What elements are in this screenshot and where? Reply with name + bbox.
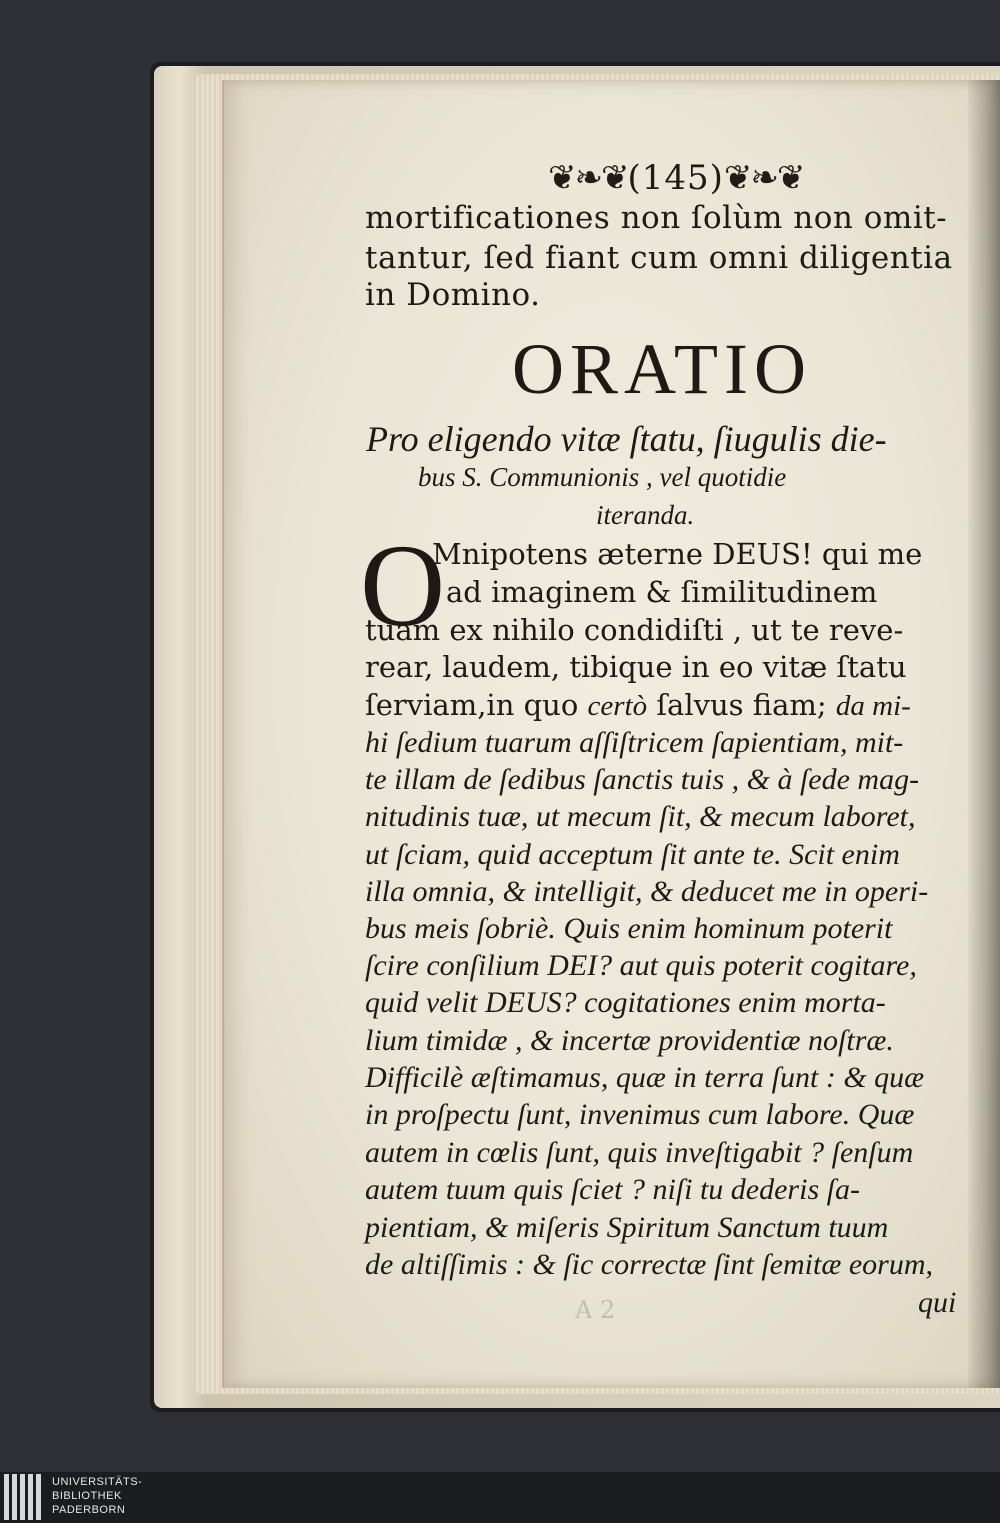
body-line-italic: de altiſſimis : & ſic correctæ ſint ſemitæ eorum, — [365, 1248, 933, 1281]
body-segment: ſalvus fiam; — [647, 688, 836, 722]
carryover-line: in Domino. — [365, 277, 541, 313]
library-logo-icon — [4, 1474, 44, 1520]
page-header — [548, 158, 803, 198]
body-line-italic: illa omnia, & intelligit, & deducet me in operi- — [365, 875, 929, 908]
library-name-line: BIBLIOTHEK — [52, 1490, 122, 1502]
body-segment: ſerviam,in quo — [365, 688, 588, 722]
subtitle-line: iteranda. — [596, 500, 695, 530]
page-number: (145) — [627, 158, 724, 198]
page-gutter — [968, 80, 1000, 1388]
library-name-line: PADERBORN — [52, 1504, 126, 1516]
body-line: ad imaginem & ſimilitudinem — [446, 575, 878, 609]
body-line: rear, laudem, tibique in eo vitæ ſtatu — [365, 650, 907, 684]
body-line-mixed — [365, 688, 911, 723]
body-line-italic: ſcire conſilium DEI? aut quis poterit cogitare, — [365, 949, 917, 982]
body-line-italic: ut ſciam, quid acceptum ſit ante te. Scit enim — [365, 838, 900, 871]
body-segment-italic: da mi- — [835, 690, 911, 722]
subtitle-line: bus S. Communionis , vel quotidie — [418, 462, 787, 492]
prayer-title: ORATIO — [512, 329, 812, 409]
signature-mark: A 2 — [575, 1296, 616, 1324]
body-segment-italic: certò — [587, 690, 648, 722]
carryover-line: mortificationes non ſolùm non omit- — [365, 200, 948, 236]
body-line-italic: autem tuum quis ſciet ? niſi tu dederis ſa- — [365, 1173, 860, 1206]
body-line-italic: quid velit DEUS? cogitationes enim morta- — [365, 986, 886, 1019]
body-line-italic: Difficilè æſtimamus, quæ in terra ſunt : & quæ — [365, 1061, 925, 1094]
body-line-italic: autem in cœlis ſunt, quis inveſtigabit ? ſenſum — [365, 1136, 914, 1169]
body-line-italic: bus meis ſobriè. Quis enim hominum poterit — [365, 912, 893, 945]
body-line-italic: pientiam, & miſeris Spiritum Sanctum tuum — [365, 1211, 889, 1244]
body-line-italic: nitudinis tuæ, ut mecum ſit, & mecum laboret, — [365, 800, 916, 833]
carryover-line: tantur, ſed fiant cum omni diligentia — [365, 240, 953, 276]
subtitle-line: Pro eligendo vitæ ſtatu, ſiugulis die- — [366, 419, 887, 459]
body-line-italic: te illam de ſedibus ſanctis tuis , & à ſede mag- — [365, 763, 920, 796]
body-line-italic: hi ſedium tuarum aſſiſtricem ſapientiam, mit- — [365, 726, 904, 759]
body-line: Mnipotens æterne DEUS! qui me — [432, 537, 923, 571]
drop-capital: O — [360, 520, 446, 651]
body-line-italic: in proſpectu ſunt, invenimus cum labore. Quæ — [365, 1098, 915, 1131]
body-line: tuam ex nihilo condidiſti , ut te reve- — [365, 613, 904, 647]
header-ornament-right: ❦❧❦ — [723, 158, 804, 198]
body-line-italic: lium timidæ , & incertæ providentiæ noſtræ. — [365, 1024, 894, 1057]
library-name-line: UNIVERSITÄTS- — [52, 1476, 143, 1488]
catchword: qui — [918, 1286, 957, 1319]
header-ornament-left: ❦❧❦ — [548, 158, 628, 198]
footer-bar — [0, 1472, 1000, 1523]
